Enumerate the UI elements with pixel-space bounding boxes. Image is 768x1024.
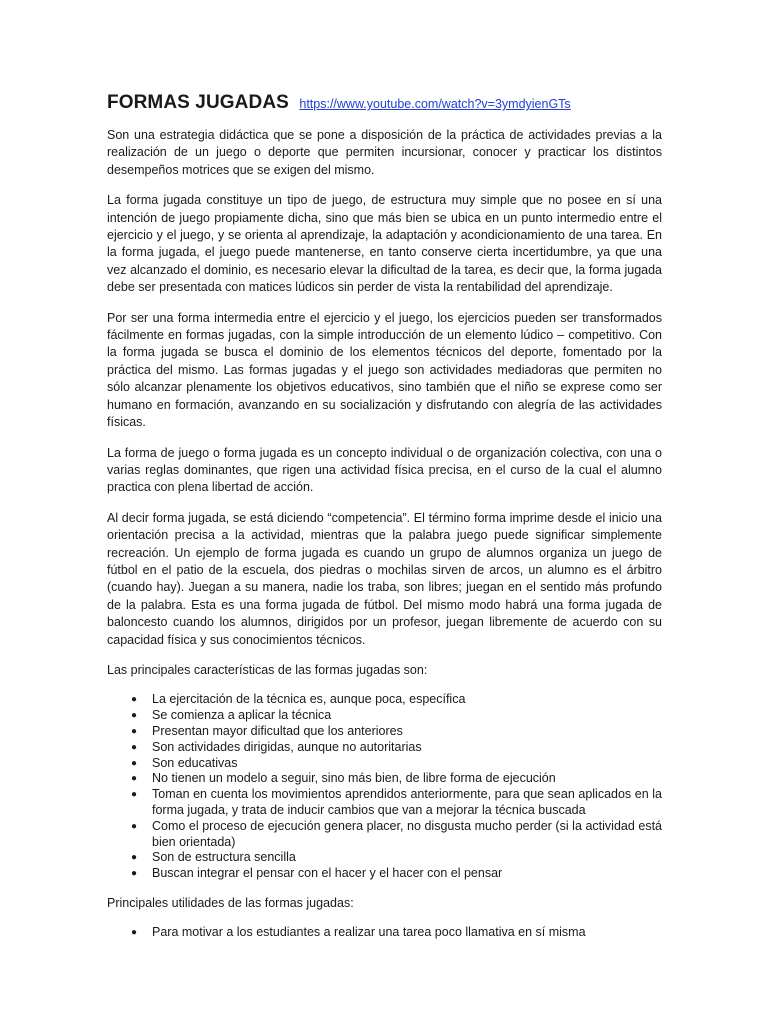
utilities-list [107,925,662,941]
youtube-link[interactable]: https://www.youtube.com/watch?v=3ymdyienGTs [299,97,571,111]
document-page [107,92,662,954]
page-title: FORMAS JUGADAS [107,92,289,113]
list-item: ● Toman en cuenta los movimientos aprendidos anteriormente, para que sean aplicados en la forma jugada, y trata de inducir cambios que van a mejorar la técnica buscada [131,787,662,817]
paragraph-concept: La forma de juego o forma jugada es un concepto individual o de organización colectiva, con una o varias reglas dominantes, que rigen una actividad física precisa, en el curso de la cual el alumno practica con plena libertad de acción. [107,445,662,495]
list-item: ● Buscan integrar el pensar con el hacer y el hacer con el pensar [131,866,503,881]
heading-row [107,92,662,114]
list-item: ● Se comienza a aplicar la técnica [131,708,332,723]
list-item: ● Presentan mayor dificultad que los anteriores [131,723,403,738]
list-item: ● Para motivar a los estudiantes a realizar una tarea poco llamativa en sí misma [131,925,586,940]
paragraph-intermediate: Por ser una forma intermedia entre el ejercicio y el juego, los ejercicios pueden ser transformados fácilmente en formas jugadas, con la simple introducción de un elemento lúdico – competitivo. Con la forma jugada se busca el dominio de los elementos técnicos del deporte, fomentado por la práctica del mismo. Las formas jugadas y el juego son actividades mediadoras que permiten no sólo alcanzar plenamente los objetivos educativos, sino también que el niño se exprese como ser humano en formación, avanzando en su socialización y disfrutando con alegría de las actividades físicas. [107,310,662,430]
bullet-icon: ● [131,710,138,722]
bullet-icon: ● [131,741,138,753]
bullet-icon: ● [131,757,138,769]
list-item: ● Son de estructura sencilla [131,850,296,865]
paragraph-characteristics-intro: Las principales características de las formas jugadas son: [107,662,428,677]
paragraph-definition: La forma jugada constituye un tipo de juego, de estructura muy simple que no posee en sí una intención de juego propiamente dicha, sino que más bien se ubica en un punto intermedio entre el ejercicio y el juego, y se orienta al aprendizaje, la adaptación y acondicionamiento de una tarea. En la forma jugada, el juego puede mantenerse, en tanto conserve cierta incertidumbre, ya que una vez alcanzado el dominio, es necesario elevar la dificultad de la tarea, es decir que, la forma jugada debe ser presentada con matices lúdicos sin perder de vista la rentabilidad del aprendizaje. [107,193,662,295]
bullet-icon: ● [131,852,138,864]
bullet-icon: ● [131,789,138,801]
list-item: ● Como el proceso de ejecución genera placer, no disgusta mucho perder (si la actividad está bien orientada) [131,818,662,849]
paragraph-utilities-intro: Principales utilidades de las formas jugadas: [107,895,354,910]
list-item: ● No tienen un modelo a seguir, sino más bien, de libre forma de ejecución [131,771,556,786]
list-item: ● La ejercitación de la técnica es, aunque poca, específica [131,692,466,707]
list-item: ● Son actividades dirigidas, aunque no autoritarias [131,739,422,754]
bullet-icon: ● [131,694,138,706]
bullet-icon: ● [131,927,138,939]
bullet-icon: ● [131,725,138,737]
paragraph-intro: Son una estrategia didáctica que se pone a disposición de la práctica de actividades previas a la realización de un juego o deporte que permiten incursionar, conocer y practicar los distintos desempeños motrices que se exigen del mismo. [107,128,662,177]
bullet-icon: ● [131,773,138,785]
list-item: ● Son educativas [131,755,238,770]
characteristics-list [107,692,662,882]
bullet-icon: ● [131,868,138,880]
bullet-icon: ● [131,820,138,832]
paragraph-competition: Al decir forma jugada, se está diciendo “competencia”. El término forma imprime desde el inicio una orientación precisa a la actividad, mientras que la palabra juego puede significar simplemente recreación. Un ejemplo de forma jugada es cuando un grupo de alumnos organiza un juego de fútbol en el patio de la escuela, dos piedras o mochilas sirven de arcos, un alumno es el árbitro (cuando hay). Juegan a su manera, nadie los traba, son libres; juegan en el sentido más profundo de la palabra. Esta es una forma jugada de fútbol. Del mismo modo habrá una forma jugada de baloncesto cuando los alumnos, dirigidos por un profesor, juegan libremente de acuerdo con su capacidad física y sus conocimientos técnicos. [107,510,662,647]
